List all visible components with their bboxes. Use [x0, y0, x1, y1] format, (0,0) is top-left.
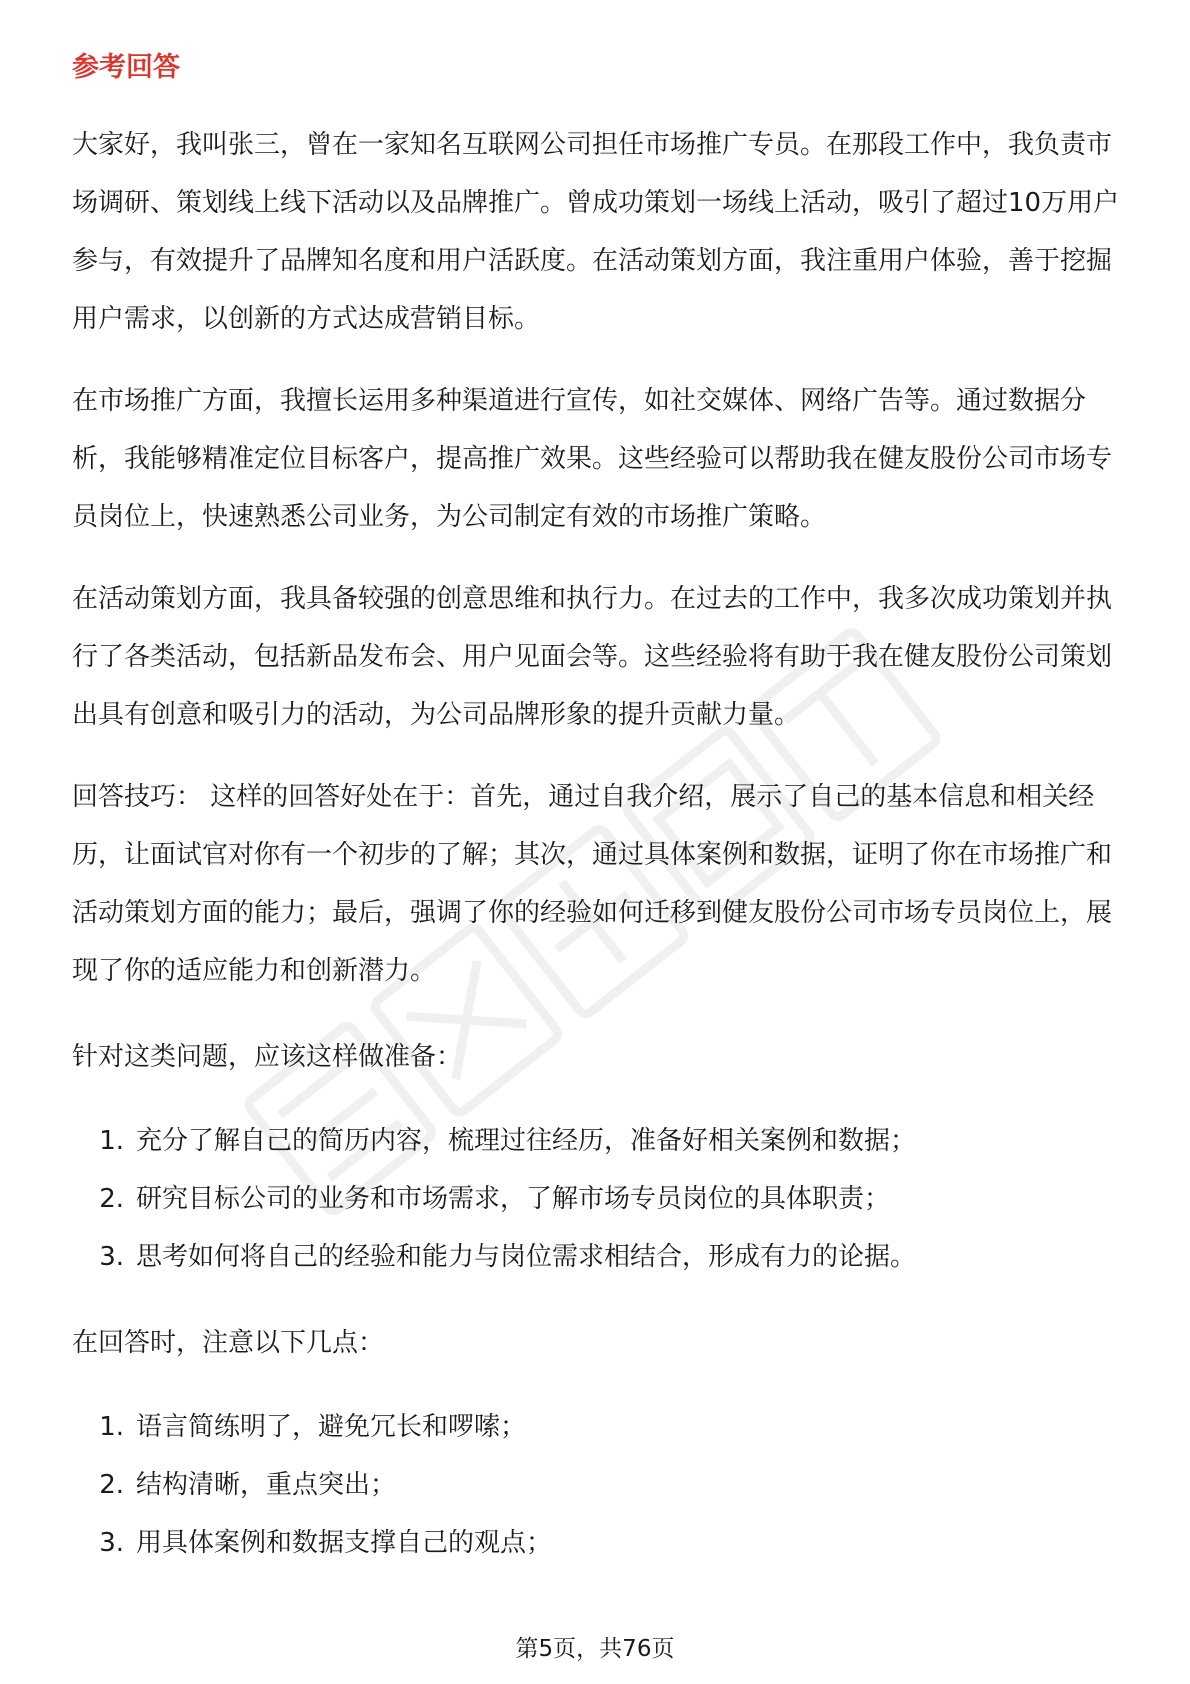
list-text: 结构清晰，重点突出； — [136, 1470, 397, 1500]
list-item — [72, 1112, 1122, 1170]
paragraph-answer-tips: 回答技巧： 这样的回答好处在于：首先，通过自我介绍，展示了自己的基本信息和相关经历，让面试官对你有一个初步的了解；其次，通过具体案例和数据，证明了你在市场推广和活动策划方面的能力；最后，强调了你的经验如何迁移到健友股份公司市场专员岗位上，展现了你的适应能力和创新潜力。 — [72, 782, 1113, 986]
prepare-list — [72, 1112, 1122, 1286]
list-item — [72, 1514, 1122, 1572]
paragraph-marketing: 在市场推广方面，我擅长运用多种渠道进行宣传，如社交媒体、网络广告等。通过数据分析，我能够精准定位目标客户，提高推广效果。这些经验可以帮助我在健友股份公司市场专员岗位上，快速熟悉公司业务，为公司制定有效的市场推广策略。 — [72, 386, 1113, 532]
list-item — [72, 1456, 1122, 1514]
section-heading: 参考回答 — [72, 52, 180, 83]
paragraph-events: 在活动策划方面，我具备较强的创意思维和执行力。在过去的工作中，我多次成功策划并执行了各类活动，包括新品发布会、用户见面会等。这些经验将有助于我在健友股份公司策划出具有创意和吸引力的活动，为公司品牌形象的提升贡献力量。 — [72, 584, 1113, 730]
list-item — [72, 1170, 1122, 1228]
document-content — [72, 48, 1122, 1572]
list-number: 2. — [99, 1184, 124, 1214]
paragraph-prepare-intro: 针对这类问题，应该这样做准备： — [72, 1042, 463, 1072]
paragraph-notes-intro: 在回答时，注意以下几点： — [72, 1328, 385, 1358]
list-text: 语言简练明了，避免冗长和啰嗦； — [136, 1412, 527, 1442]
notes-list — [72, 1398, 1122, 1572]
list-text: 用具体案例和数据支撑自己的观点； — [136, 1528, 553, 1558]
paragraph-intro: 大家好，我叫张三，曾在一家知名互联网公司担任市场推广专员。在那段工作中，我负责市场调研、策划线上线下活动以及品牌推广。曾成功策划一场线上活动，吸引了超过10万用户参与，有效提升了品牌知名度和用户活跃度。在活动策划方面，我注重用户体验，善于挖掘用户需求，以创新的方式达成营销目标。 — [72, 130, 1120, 334]
list-number: 3. — [99, 1242, 124, 1272]
list-number: 2. — [99, 1470, 124, 1500]
list-number: 1. — [99, 1126, 124, 1156]
list-item — [72, 1398, 1122, 1456]
list-number: 1. — [99, 1412, 124, 1442]
list-text: 充分了解自己的简历内容，梳理过往经历，准备好相关案例和数据； — [136, 1126, 917, 1156]
list-number: 3. — [99, 1528, 124, 1558]
list-text: 思考如何将自己的经验和能力与岗位需求相结合，形成有力的论据。 — [136, 1242, 917, 1272]
list-item — [72, 1228, 1122, 1286]
list-text: 研究目标公司的业务和市场需求，了解市场专员岗位的具体职责； — [136, 1184, 891, 1214]
page-number-footer: 第5页，共76页 — [515, 1636, 675, 1662]
